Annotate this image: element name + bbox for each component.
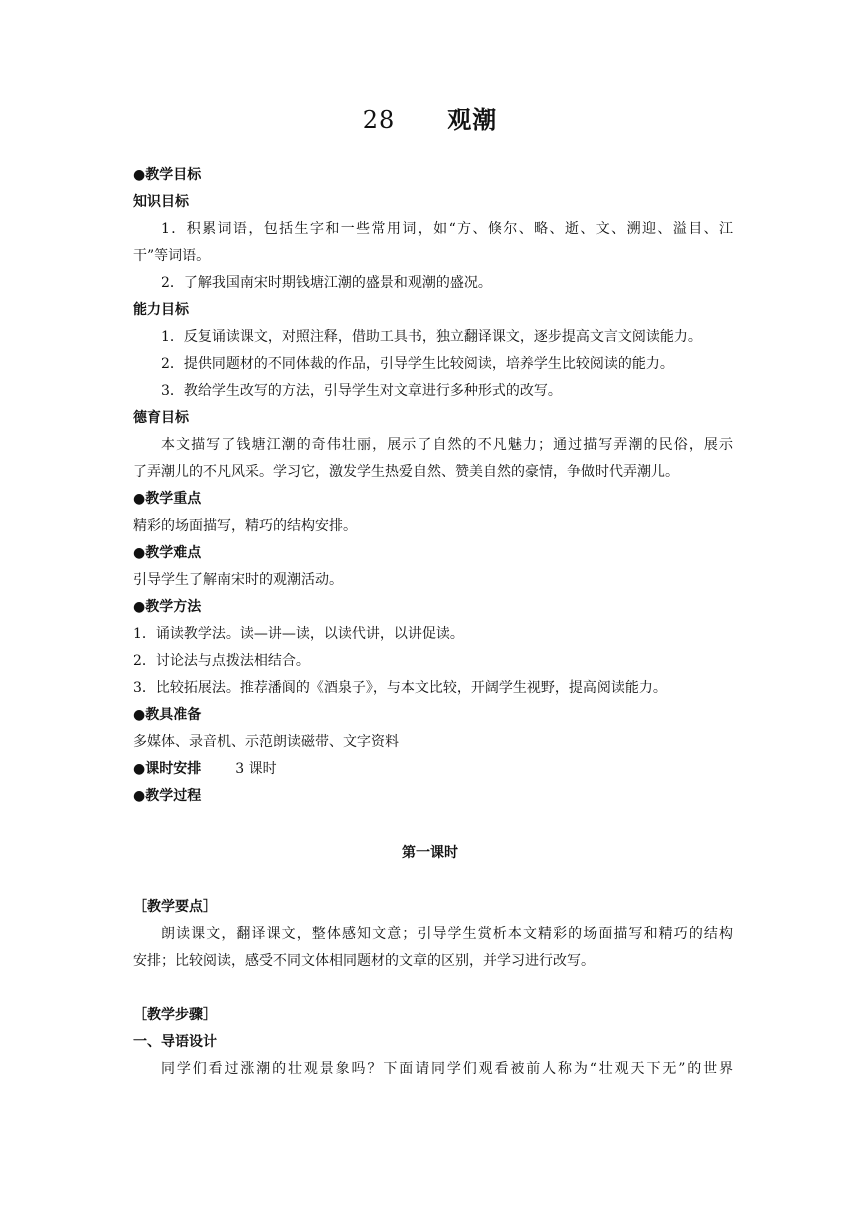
methods-item-3: 3．比较拓展法。推荐潘阆的《酒泉子》，与本文比较，开阔学生视野，提高阅读能力。 [133,680,667,696]
tools-text: 多媒体、录音机、示范朗读磁带、文字资料 [133,734,399,750]
lesson1-step1-line-1: 同学们看过涨潮的壮观景象吗？下面请同学们观看被前人称为“壮观天下无”的世界 [161,1061,733,1077]
methods-item-1: 1．诵读教学法。读—讲—读，以读代讲，以讲促读。 [133,626,464,642]
moral-heading: 德育目标 [133,410,189,426]
schedule-value: 3 课时 [235,761,277,777]
methods-item-2: 2．讨论法与点拨法相结合。 [133,653,310,669]
tools-heading: ●教具准备 [133,707,202,723]
ability-item-1: 1．反复诵读课文，对照注释，借助工具书，独立翻译课文，逐步提高文言文阅读能力。 [161,329,702,345]
lesson1-heading: 第一课时 [402,845,458,861]
lesson-title [0,100,860,135]
lesson1-step1-heading: 一、导语设计 [133,1034,217,1050]
lesson1-points-line-1: 朗读课文，翻译课文，整体感知文意；引导学生赏析本文精彩的场面描写和精巧的结构 [161,926,733,942]
objectives-heading: ●教学目标 [133,167,202,183]
knowledge-item-1-line-2: 干”等词语。 [133,248,211,264]
knowledge-item-1-line-1: 1．积累词语，包括生字和一些常用词，如“方、倏尔、略、逝、文、溯迎、溢目、江 [161,221,733,237]
ability-heading: 能力目标 [133,302,189,318]
lesson-number: 28 [362,106,396,134]
schedule-line [133,756,733,783]
ability-item-2: 2．提供同题材的不同体裁的作品，引导学生比较阅读，培养学生比较阅读的能力。 [161,356,674,372]
lesson1-steps-heading: ［教学步骤］ [133,1007,217,1023]
process-heading: ●教学过程 [133,788,202,804]
moral-line-1: 本文描写了钱塘江潮的奇伟壮丽，展示了自然的不凡魅力；通过描写弄潮的民俗，展示 [161,437,733,453]
knowledge-heading: 知识目标 [133,194,189,210]
lesson1-points-line-2: 安排；比较阅读，感受不同文体相同题材的文章的区别，并学习进行改写。 [133,953,595,969]
key-points-heading: ●教学重点 [133,491,202,507]
ability-item-3: 3．教给学生改写的方法，引导学生对文章进行多种形式的改写。 [161,383,562,399]
lesson-title-text: 观潮 [447,105,498,134]
knowledge-item-2: 2．了解我国南宋时期钱塘江潮的盛景和观潮的盛况。 [161,275,492,291]
moral-line-2: 了弄潮儿的不凡风采。学习它，激发学生热爱自然、赞美自然的豪情，争做时代弄潮儿。 [133,464,679,480]
key-points-text: 精彩的场面描写，精巧的结构安排。 [133,518,357,534]
schedule-heading: ●课时安排 [133,761,202,777]
methods-heading: ●教学方法 [133,599,202,615]
difficulties-text: 引导学生了解南宋时的观潮活动。 [133,572,343,588]
lesson1-points-heading: ［教学要点］ [133,899,217,915]
difficulties-heading: ●教学难点 [133,545,202,561]
